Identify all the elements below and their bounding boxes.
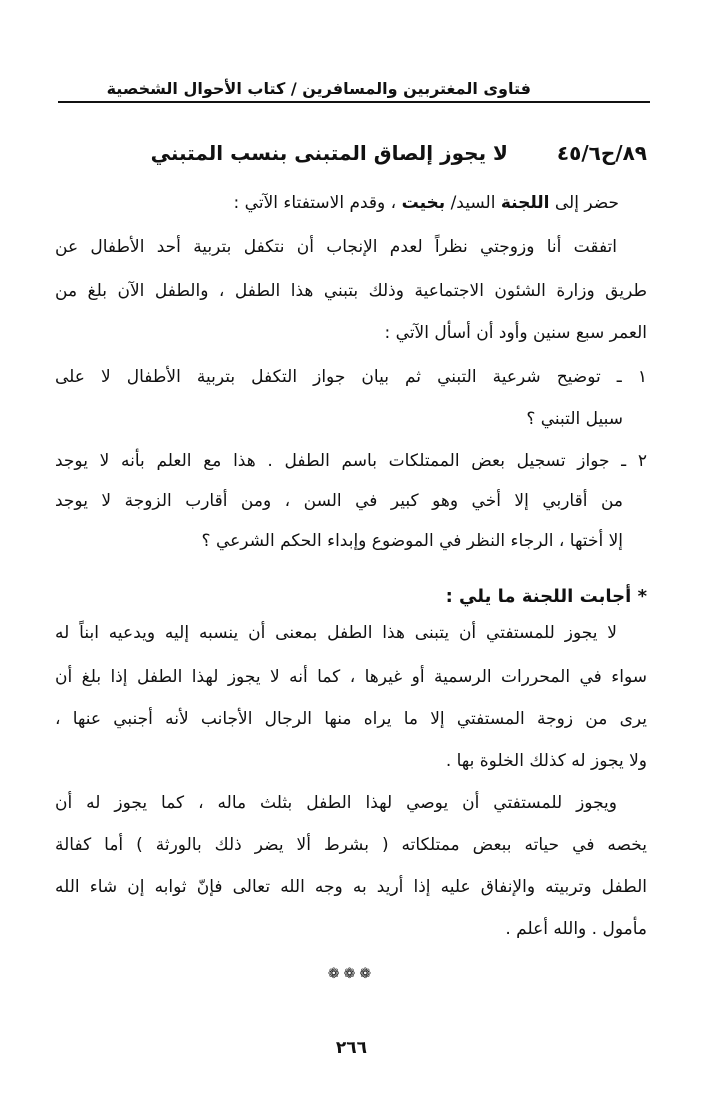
answer-line: يخصه في حياته ببعض ممتلكاته ( بشرط ألا يضر ذلك بالورثة ) أما كفالة [55, 835, 647, 855]
header-rule [58, 101, 650, 103]
intro-text-b: السيد/ [450, 193, 496, 213]
question-intro [234, 190, 619, 216]
fatwa-title: لا يجوز إلصاق المتبنى بنسب المتبني [150, 141, 508, 165]
answer-line: مأمول . والله أعلم . [505, 919, 647, 939]
fatwa-number: ٨٩/ح٤٥/٦ [556, 141, 647, 165]
answer-line: الطفل وتربيته والإنفاق عليه إذا أريد به وجه الله تعالى فإنّ ثوابه إن شاء الله [55, 877, 647, 897]
question-item-2-continued: من أقاربي إلا أخي وهو كبير في السن ، ومن أقارب الزوجة لا يوجد [55, 491, 623, 511]
question-item-1-continued: سبيل التبني ؟ [526, 409, 623, 429]
answer-line: يرى من زوجة المستفتي إلا ما يراه منها الرجال الأجانب لأنه أجنبي عنها ، [55, 709, 647, 729]
running-header: فتاوى المغتربين والمسافرين / كتاب الأحوال الشخصية [106, 79, 531, 98]
fatwa-title-line [47, 138, 647, 168]
intro-name: بخيت [401, 193, 446, 213]
section-ornament: ❁❁❁ [327, 966, 376, 982]
intro-text-c: ، وقدم الاستفتاء الآتي : [233, 193, 397, 213]
answer-line: ويجوز للمستفتي أن يوصي لهذا الطفل بثلث ماله ، كما يجوز له أن [55, 793, 617, 813]
answer-line: لا يجوز للمستفتي أن يتبنى هذا الطفل بمعنى أن ينسبه إليه ويدعيه ابناً له [55, 623, 617, 643]
question-line: اتفقت أنا وزوجتي نظراً لعدم الإنجاب أن نتكفل بتربية أحد الأطفال عن [55, 237, 617, 257]
answer-line: ولا يجوز له كذلك الخلوة بها . [445, 751, 647, 771]
question-line: طريق وزارة الشئون الاجتماعية وذلك بتبني هذا الطفل ، والطفل الآن بلغ من [55, 281, 647, 301]
answer-heading: * أجابت اللجنة ما يلي : [445, 586, 647, 607]
answer-line: سواء في المحررات الرسمية أو غيرها ، كما أنه لا يجوز لهذا الطفل إذا بلغ أن [55, 667, 647, 687]
page-number: ٢٦٦ [335, 1038, 368, 1058]
question-item-2-continued: إلا أختها ، الرجاء النظر في الموضوع وإبداء الحكم الشرعي ؟ [201, 531, 623, 551]
intro-committee: اللجنة [500, 193, 550, 213]
question-item-1: ١ ـ توضيح شرعية التبني ثم بيان جواز التكفل بتربية الأطفال لا على [55, 367, 647, 387]
intro-text-a: حضر إلى [554, 193, 619, 213]
question-item-2: ٢ ـ جواز تسجيل بعض الممتلكات باسم الطفل . هذا مع العلم بأنه لا يوجد [55, 451, 647, 471]
question-line: العمر سبع سنين وأود أن أسأل الآتي : [384, 323, 647, 343]
